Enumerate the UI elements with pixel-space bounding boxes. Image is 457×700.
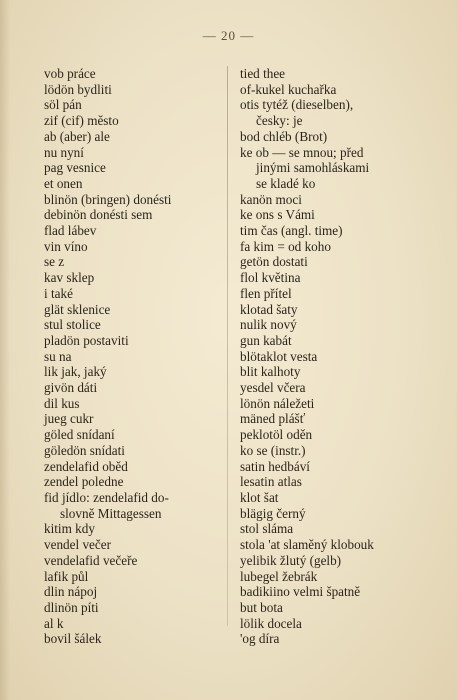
vocabulary-entry [44, 207, 216, 223]
vocabulary-entry [240, 600, 410, 616]
entry-text: zendelafid oběd [44, 458, 128, 474]
entry-text: ke ob — se mnou; před [240, 144, 364, 160]
entry-text: mäned plášť [240, 411, 306, 427]
vocabulary-entry [44, 553, 216, 569]
vocabulary-entry [44, 443, 216, 459]
entry-text: flol květina [240, 270, 301, 286]
vocabulary-entry [44, 160, 216, 176]
entry-text: ko se (instr.) [240, 442, 306, 458]
entry-text: of-kukel kuchařka [240, 81, 337, 97]
page-number: — 20 — [202, 28, 255, 43]
entry-text: lödön bydliti [44, 81, 112, 97]
entry-text: se z [44, 254, 65, 270]
vocabulary-entry [240, 223, 410, 239]
vocabulary-entry [44, 239, 216, 255]
vocabulary-entry [44, 286, 216, 302]
vocabulary-entry [44, 364, 216, 380]
entry-text: bovil šálek [44, 631, 102, 647]
entry-text: blit kalhoty [240, 364, 301, 380]
vocabulary-entry [240, 411, 410, 427]
entry-text: nu nyní [44, 144, 84, 160]
vocabulary-entry [240, 333, 410, 349]
vocabulary-entry [44, 521, 216, 537]
entry-continuation: česky: je [256, 113, 303, 129]
entry-text: göledön snídati [44, 442, 125, 458]
vocabulary-entry [44, 537, 216, 553]
vocabulary-entry [240, 553, 410, 569]
entry-text: 'og díra [240, 631, 280, 647]
entry-text: pag vesnice [44, 160, 106, 176]
vocabulary-entry [240, 317, 410, 333]
entry-text: lafik půl [44, 568, 89, 584]
entry-text: but bota [240, 599, 283, 615]
vocabulary-entry [44, 349, 216, 365]
vocabulary-entry [44, 427, 216, 443]
vocabulary-entry [240, 490, 410, 506]
entry-text: nulik nový [240, 317, 297, 333]
entry-text: yesdel včera [240, 380, 306, 396]
vocabulary-entry [44, 192, 216, 208]
vocabulary-entry [240, 207, 410, 223]
vocabulary-entry [240, 443, 410, 459]
vocabulary-entry [44, 270, 216, 286]
vocabulary-entry [240, 66, 410, 82]
vocabulary-entry [240, 506, 410, 522]
vocabulary-entry [44, 474, 216, 490]
vocabulary-entry [44, 411, 216, 427]
entry-text: zendel poledne [44, 474, 124, 490]
entry-text: ab (aber) ale [44, 128, 110, 144]
entry-text: satin hedbáví [240, 458, 310, 474]
entry-text: fid jídlo: zendelafid do- [44, 489, 169, 505]
entry-text: badikiino velmi špatně [240, 584, 361, 600]
vocabulary-entry [44, 616, 216, 632]
vocabulary-entry [44, 459, 216, 475]
entry-text: flad lábev [44, 223, 97, 239]
vocabulary-entry [240, 459, 410, 475]
entry-text: pladön postaviti [44, 332, 129, 348]
vocabulary-entry [44, 176, 216, 192]
vocabulary-entry [44, 490, 216, 521]
entry-text: vendel večer [44, 537, 111, 553]
entry-text: vin víno [44, 238, 88, 254]
vocabulary-entry [44, 396, 216, 412]
vocabulary-entry [240, 239, 410, 255]
entry-text: jueg cukr [44, 411, 94, 427]
vocabulary-entry [44, 584, 216, 600]
entry-text: lik jak, jaký [44, 364, 107, 380]
entry-continuation: slovně Mittagessen [60, 505, 162, 521]
vocabulary-entry [44, 631, 216, 647]
right-column [240, 66, 410, 647]
vocabulary-entry [240, 427, 410, 443]
vocabulary-entry [240, 302, 410, 318]
vocabulary-entry [240, 537, 410, 553]
vocabulary-entry [240, 380, 410, 396]
entry-text: dil kus [44, 395, 80, 411]
entry-text: kitim kdy [44, 521, 95, 537]
entry-text: stul stolice [44, 317, 101, 333]
vocabulary-entry [240, 569, 410, 585]
entry-text: tied thee [240, 66, 286, 81]
entry-text: lesatin atlas [240, 474, 302, 490]
entry-text: klotad šaty [240, 301, 298, 317]
vocabulary-entry [240, 616, 410, 632]
vocabulary-entry [44, 380, 216, 396]
entry-text: tim čas (angl. time) [240, 223, 343, 239]
vocabulary-entry [240, 270, 410, 286]
vocabulary-entry [240, 474, 410, 490]
entry-text: göled snídaní [44, 427, 115, 443]
entry-text: söl pán [44, 97, 82, 113]
entry-text: et onen [44, 175, 83, 191]
vocabulary-entry [240, 192, 410, 208]
entry-text: klot šat [240, 489, 279, 505]
vocabulary-entry [44, 302, 216, 318]
entry-text: stol sláma [240, 521, 294, 537]
entry-text: dlinön píti [44, 599, 99, 615]
vocabulary-entry [44, 129, 216, 145]
vocabulary-entry [44, 145, 216, 161]
vocabulary-entry [240, 364, 410, 380]
entry-text: lönön náležeti [240, 395, 315, 411]
entry-text: al k [44, 615, 64, 631]
entry-text: kav sklep [44, 270, 95, 286]
vocabulary-entry [44, 82, 216, 98]
vocabulary-entry [240, 97, 410, 128]
entry-text: vob práce [44, 66, 96, 81]
entry-text: kanön moci [240, 191, 302, 207]
entry-text: otis tytéž (dieselben), [240, 97, 354, 113]
page-edge-shadow [0, 0, 10, 700]
entry-text: stola 'at slaměný klobouk [240, 537, 374, 553]
vocabulary-entry [240, 584, 410, 600]
left-column [44, 66, 216, 647]
vocabulary-entry [44, 223, 216, 239]
entry-text: blinön (bringen) donésti [44, 191, 172, 207]
entry-text: peklotöl oděn [240, 427, 313, 443]
vocabulary-entry [44, 569, 216, 585]
entry-text: glät sklenice [44, 301, 111, 317]
entry-continuation: se kladé ko [256, 175, 316, 191]
vocabulary-entry [240, 631, 410, 647]
vocabulary-entry [240, 521, 410, 537]
entry-text: bod chléb (Brot) [240, 128, 328, 144]
entry-text: lölik docela [240, 615, 302, 631]
entry-text: ke ons s Vámi [240, 207, 315, 223]
vocabulary-entry [240, 82, 410, 98]
vocabulary-entry [44, 66, 216, 82]
entry-text: fa kim = od koho [240, 238, 331, 254]
entry-text: flen přítel [240, 285, 292, 301]
entry-text: lubegel žebrák [240, 568, 318, 584]
entry-text: gun kabát [240, 332, 292, 348]
entry-text: debinön donésti sem [44, 207, 153, 223]
entry-continuation: jinými samohláskami [256, 160, 370, 176]
entry-text: blötaklot vesta [240, 348, 318, 364]
entry-text: zif (cif) město [44, 113, 119, 129]
vocabulary-entry [240, 286, 410, 302]
vocabulary-entry [240, 254, 410, 270]
vocabulary-entry [44, 97, 216, 113]
entry-text: getön dostati [240, 254, 308, 270]
vocabulary-entry [44, 600, 216, 616]
entry-text: givön dáti [44, 380, 98, 396]
entry-text: yelibik žlutý (gelb) [240, 552, 342, 568]
entry-text: su na [44, 348, 72, 364]
entry-text: i také [44, 285, 73, 301]
vocabulary-entry [44, 113, 216, 129]
vocabulary-entry [44, 317, 216, 333]
entry-text: dlin nápoj [44, 584, 98, 600]
vocabulary-entry [240, 145, 410, 192]
column-divider [227, 66, 228, 626]
vocabulary-entry [240, 349, 410, 365]
vocabulary-entry [240, 129, 410, 145]
vocabulary-entry [44, 254, 216, 270]
entry-text: vendelafid večeře [44, 552, 138, 568]
entry-text: blägig černý [240, 505, 306, 521]
vocabulary-entry [240, 396, 410, 412]
vocabulary-entry [44, 333, 216, 349]
